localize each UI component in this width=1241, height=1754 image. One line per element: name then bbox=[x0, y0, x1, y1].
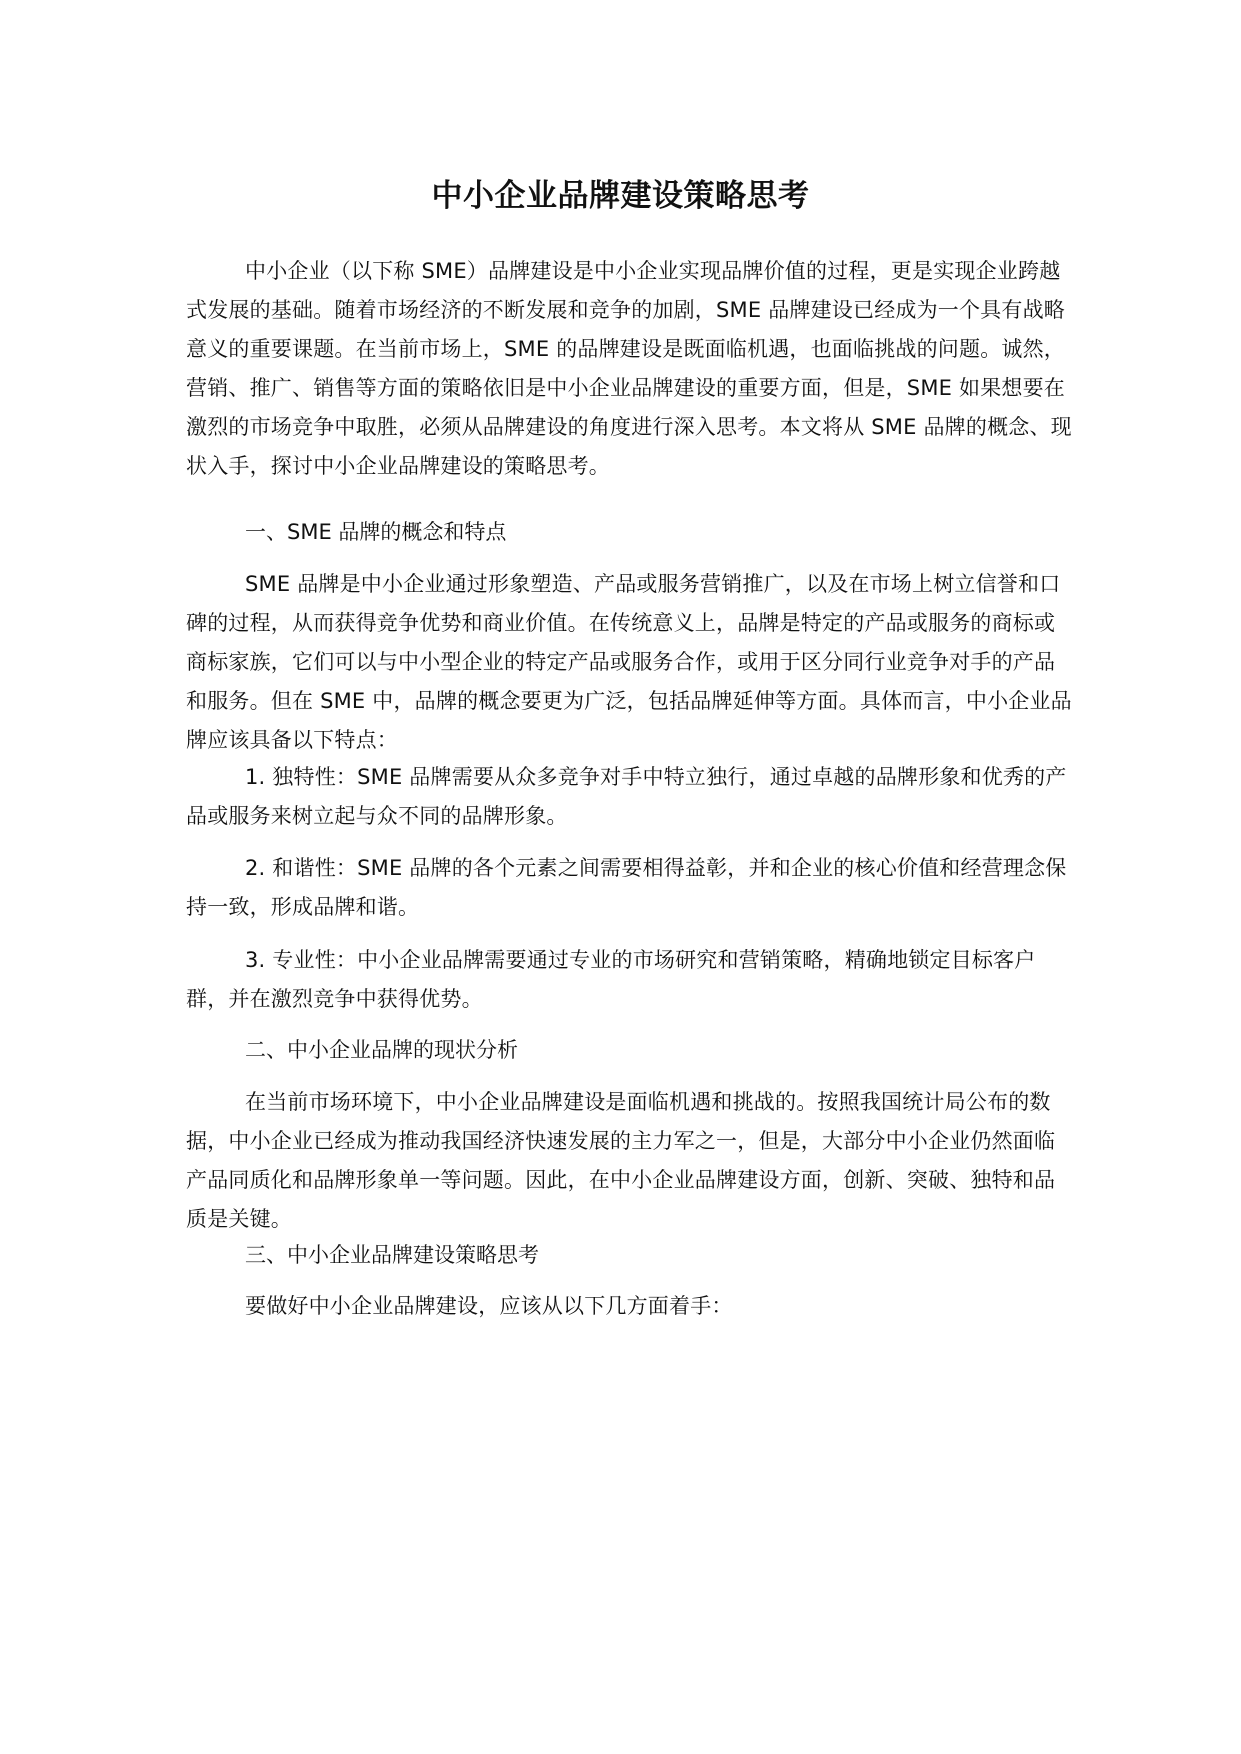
section2-heading: 二、中小企业品牌的现状分析 bbox=[245, 1038, 518, 1062]
document-title: 中小企业品牌建设策略思考 bbox=[431, 178, 810, 214]
section1-heading: 一、SME 品牌的概念和特点 bbox=[245, 520, 507, 544]
section3-paragraph: 要做好中小企业品牌建设，应该从以下几方面着手： bbox=[245, 1294, 733, 1318]
feature2-paragraph: 2. 和谐性：SME 品牌的各个元素之间需要相得益彰，并和企业的核心价值和经营理念保持一致，形成品牌和谐。 bbox=[186, 856, 1067, 919]
feature1-paragraph: 1. 独特性：SME 品牌需要从众多竞争对手中特立独行，通过卓越的品牌形象和优秀的产品或服务来树立起与众不同的品牌形象。 bbox=[186, 765, 1067, 828]
intro-paragraph: 中小企业（以下称 SME）品牌建设是中小企业实现品牌价值的过程，更是实现企业跨越式发展的基础。随着市场经济的不断发展和竞争的加剧，SME 品牌建设已经成为一个具有战略意义的重要课题。在当前市场上，SME 的品牌建设是既面临机遇，也面临挑战的问题。诚然，营销、推广、销售等方面的策略依旧是中小企业品牌建设的重要方面，但是，SME 如果想要在激烈的市场竞争中取胜，必须从品牌建设的角度进行深入思考。本文将从 SME 品牌的概念、现状入手，探讨中小企业品牌建设的策略思考。 bbox=[186, 259, 1072, 478]
feature3-paragraph: 3. 专业性：中小企业品牌需要通过专业的市场研究和营销策略，精确地锁定目标客户群，并在激烈竞争中获得优势。 bbox=[186, 948, 1036, 1011]
section1-paragraph: SME 品牌是中小企业通过形象塑造、产品或服务营销推广，以及在市场上树立信誉和口碑的过程，从而获得竞争优势和商业价值。在传统意义上，品牌是特定的产品或服务的商标或商标家族，它们可以与中小型企业的特定产品或服务合作，或用于区分同行业竞争对手的产品和服务。但在 SME 中，品牌的概念要更为广泛，包括品牌延伸等方面。具体而言，中小企业品牌应该具备以下特点： bbox=[186, 572, 1072, 752]
section2-paragraph: 在当前市场环境下，中小企业品牌建设是面临机遇和挑战的。按照我国统计局公布的数据，中小企业已经成为推动我国经济快速发展的主力军之一，但是，大部分中小企业仍然面临产品同质化和品牌形象单一等问题。因此，在中小企业品牌建设方面，创新、突破、独特和品质是关键。 bbox=[186, 1090, 1056, 1231]
section3-heading: 三、中小企业品牌建设策略思考 bbox=[245, 1243, 539, 1267]
